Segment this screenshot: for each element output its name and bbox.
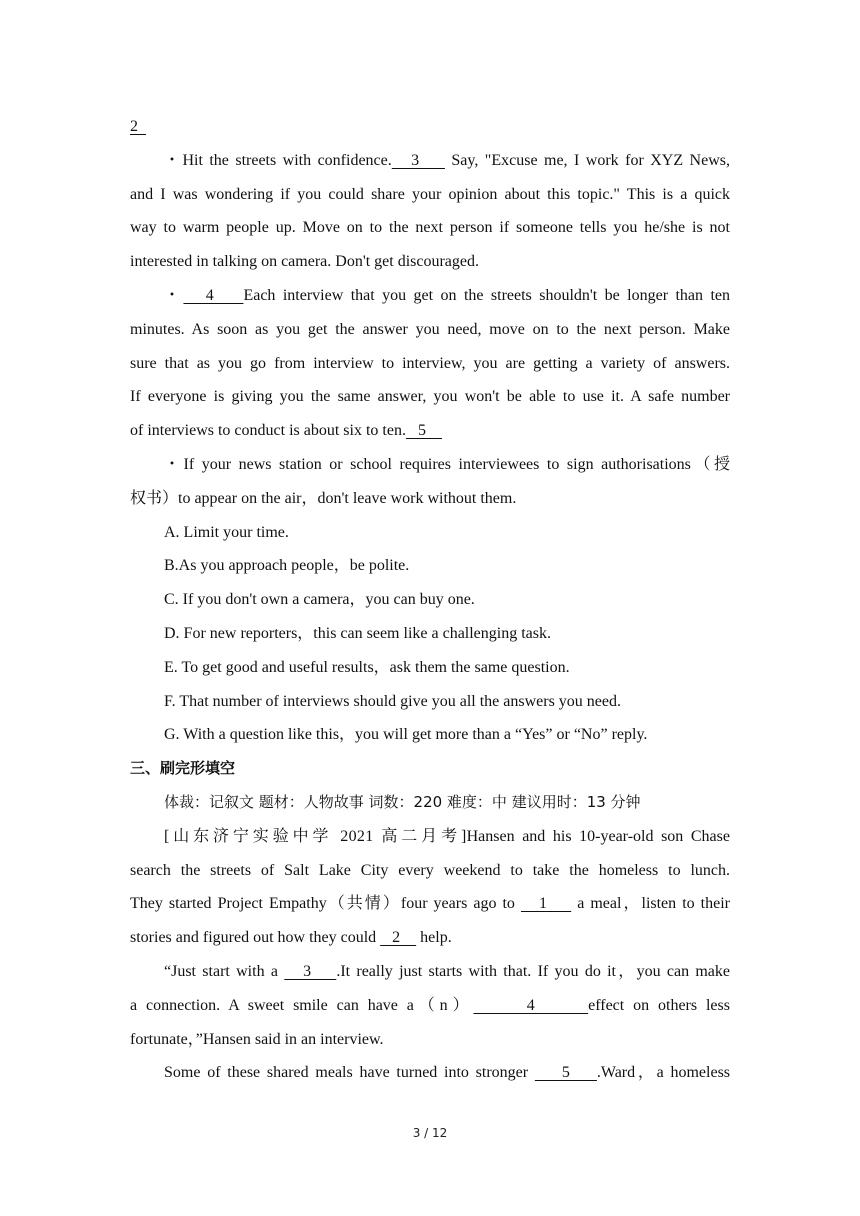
reading-line — [130, 110, 730, 144]
cloze-line: fortunate，”Hansen said in an interview. — [130, 1030, 384, 1048]
bullet-4-line: sure that as you go from interview to interview, you are getting a variety of answers. — [130, 354, 730, 372]
blank-3: 3 — [391, 151, 445, 169]
bullet-4-line: of interviews to conduct is about six to ten. 5 — [130, 422, 442, 440]
blank-2: 2 — [130, 118, 146, 135]
bullet-3-line: ・Hit the streets with confidence. 3 Say, "Excuse me, I work for XYZ News, — [164, 151, 730, 169]
option-c: C. If you don't own a camera，you can buy one. — [164, 591, 475, 609]
option-a: A. Limit your time. — [164, 523, 289, 541]
cloze-blank-2: 2 — [380, 929, 417, 947]
cloze-line: Some of these shared meals have turned into stronger 5 .Ward，a homeless — [164, 1064, 731, 1082]
bullet-3-line: and I was wondering if you could share your opinion about this topic." This is a quick — [130, 185, 730, 203]
cloze-blank-1: 1 — [520, 895, 572, 913]
cloze-blank-4: 4 — [473, 996, 589, 1014]
cloze-blank-3: 3 — [284, 962, 337, 980]
bullet-4-line: minutes. As soon as you get the answer you need, move on to the next person. Make — [130, 320, 730, 338]
cloze-line: stories and figured out how they could 2 help. — [130, 929, 452, 947]
bullet-3-line: way to warm people up. Move on to the next person if someone tells you he/she is not — [130, 219, 730, 237]
document-page — [130, 110, 730, 1090]
bullet-4-line: If everyone is giving you the same answer, you won't be able to use it. A safe number — [130, 388, 730, 406]
passage-meta: 体裁：记叙文 题材：人物故事 词数：220 难度：中 建议用时：13 分钟 — [164, 792, 641, 811]
bullet-3-line: interested in talking on camera. Don't get discouraged. — [130, 253, 479, 271]
page-number: 3 / 12 — [412, 1126, 448, 1140]
cloze-blank-5: 5 — [534, 1064, 597, 1082]
cloze-line: They started Project Empathy（共情）four years ago to 1 a meal，listen to their — [130, 895, 730, 913]
option-e: E. To get good and useful results，ask them the same question. — [164, 658, 570, 676]
cloze-line: search the streets of Salt Lake City every weekend to take the homeless to lunch. — [130, 861, 730, 879]
cloze-line: a connection. A sweet smile can have a（n） 4 effect on others less — [130, 996, 730, 1014]
blank-4: 4 — [183, 286, 244, 304]
bullet-6-line: 权书）to appear on the air，don't leave work without them. — [130, 489, 517, 507]
section-title: 三、刷完形填空 — [130, 759, 236, 778]
option-g: G. With a question like this，you will get more than a “Yes” or “No” reply. — [164, 726, 648, 744]
option-f: F. That number of interviews should give you all the answers you need. — [164, 692, 621, 710]
bullet-4-line: ・ 4 Each interview that you get on the streets shouldn't be longer than ten — [164, 286, 730, 304]
option-d: D. For new reporters，this can seem like a challenging task. — [164, 624, 552, 642]
bullet-6-line: ・If your news station or school requires interviewees to sign authorisations（授 — [164, 455, 730, 473]
cloze-line: [山东济宁实验中学 2021 高二月考]Hansen and his 10-year-old son Chase — [164, 827, 730, 845]
option-b: B.As you approach people，be polite. — [164, 557, 410, 575]
source-tag: [山东济宁实验中学 2021 高二月考] — [164, 827, 467, 845]
blank-5: 5 — [405, 422, 442, 440]
cloze-line: “Just start with a 3 .It really just starts with that. If you do it，you can make — [164, 962, 731, 980]
